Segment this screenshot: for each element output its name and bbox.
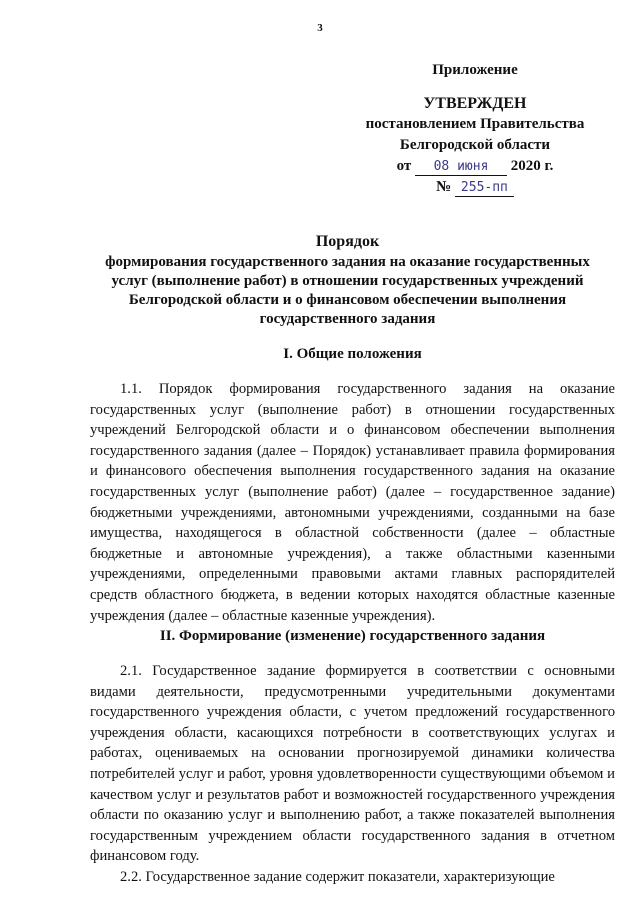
date-handwritten: 08 июня: [415, 159, 507, 176]
region-line: Белгородской области: [399, 137, 551, 153]
approved-by-line: постановлением Правительства: [365, 116, 585, 132]
paragraph-1-1: 1.1. Порядок формирования государственного задания на оказание государственных услуг (выполнение работ) в отношении государственных учреждений Белгородской области и о финансовом обеспечении выполнения государственного задания (далее – Порядок) устанавливает правила формирования и финансового обеспечения выполнения государственного задания на оказание государственных услуг (выполнение работ) (далее – государственное задание) бюджетными учреждениями, автономными учреждениями, созданными на базе имущества, находящегося в областной собственности (далее – областные бюджетные и автономные учреждения), а также областными казенными учреждениями, определенными правовыми актами главных распорядителей средств областного бюджета, в ведении которых находятся областные казенные учреждения (далее – областные казенные учреждения).: [90, 381, 615, 624]
title-line-3: Белгородской области и о финансовом обеспечении выполнения: [128, 292, 567, 308]
paragraph-2-2: 2.2. Государственное задание содержит показатели, характеризующие: [120, 868, 555, 885]
section-2-heading: II. Формирование (изменение) государственного задания: [159, 628, 546, 644]
number-handwritten: 255-пп: [455, 180, 514, 197]
date-prefix: от: [396, 158, 412, 174]
document-title: [90, 232, 605, 329]
approval-stamp-block: [330, 60, 620, 198]
title-line-2: услуг (выполнение работ) в отношении государственных учреждений: [111, 273, 584, 289]
number-line: [330, 177, 620, 198]
page-number: 3: [317, 22, 323, 34]
date-line: [330, 156, 620, 177]
section-1-body: [90, 379, 615, 626]
paragraph-2-1: 2.1. Государственное задание формируется в соответствии с основными видами деятельности, предусмотренными учредительными документами государственного учреждения области, с учетом предложений государственного учреждения области, касающихся потребности в соответствующих услугах и работах, оцениваемых на основании прогнозируемой динамики количества потребителей услуг и работ, уровня удовлетворенности существующими объемом и качеством услуг и результатов работ и возможностей государственного учреждения области по оказанию услуг и выполнению работ, а также показателей выполнения государственным учреждением области государственного задания в отчетном финансовом году.: [90, 663, 615, 865]
appendix-label: Приложение: [432, 62, 518, 78]
title-line-1: формирования государственного задания на оказание государственных: [105, 254, 590, 270]
approved-label: УТВЕРЖДЕН: [423, 95, 527, 112]
section-2-body: [90, 661, 615, 888]
title-line-4: государственного задания: [259, 311, 436, 327]
date-year: 2020 г.: [510, 158, 554, 174]
title-head: Порядок: [315, 233, 380, 250]
number-prefix: №: [436, 179, 452, 195]
section-1-heading: I. Общие положения: [283, 346, 422, 362]
